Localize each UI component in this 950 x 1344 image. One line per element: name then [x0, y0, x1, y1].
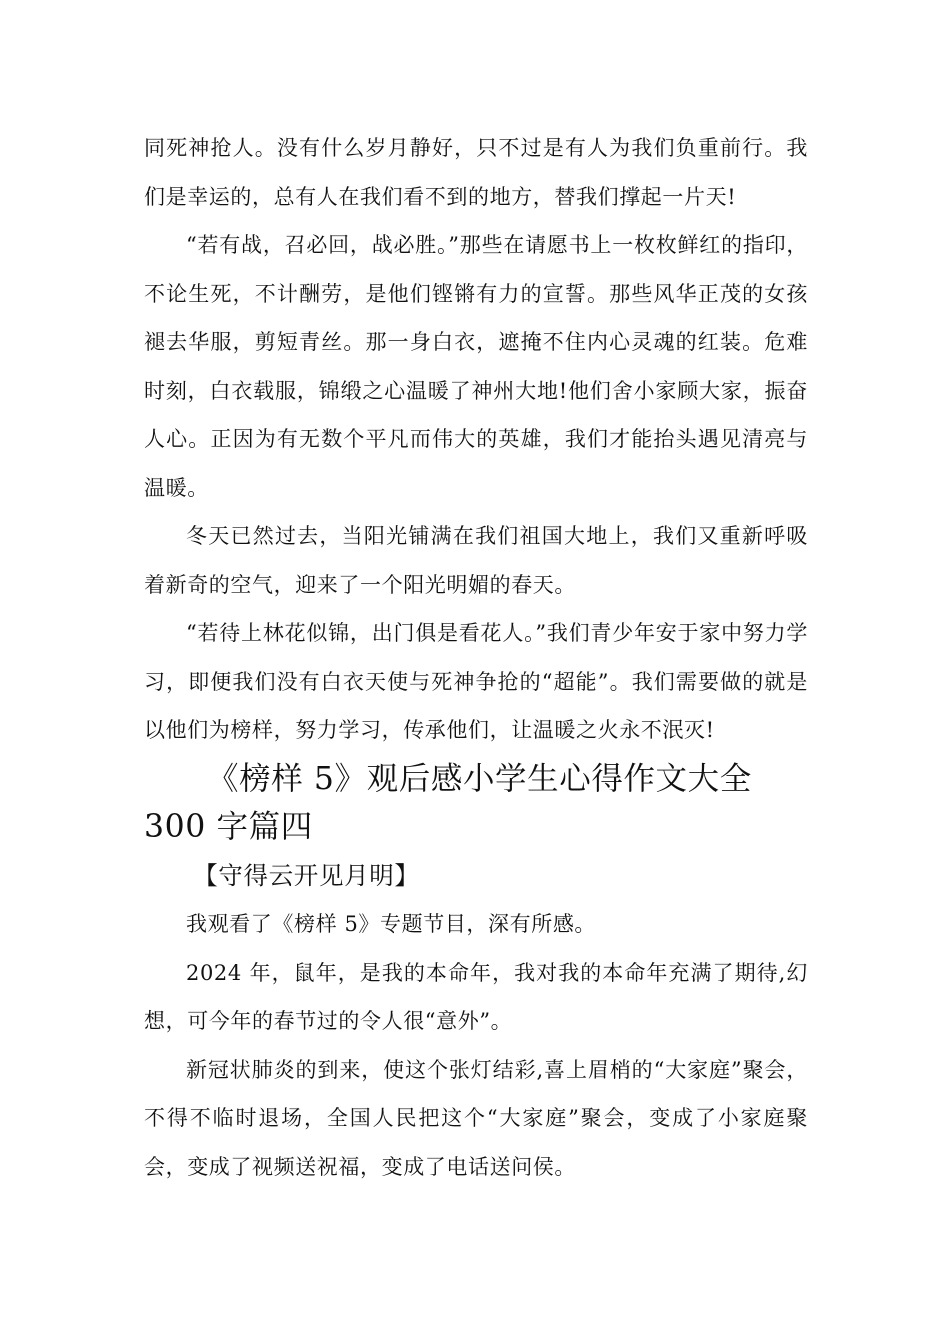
paragraph-3: 冬天已然过去，当阳光铺满在我们祖国大地上，我们又重新呼吸着新奇的空气，迎来了一个阳光明媚的春天。	[144, 524, 808, 597]
paragraph-4: “若待上林花似锦，出门俱是看花人。”我们青少年安于家中努力学习，即便我们没有白衣天使与死神争抢的“超能”。我们需要做的就是以他们为榜样，努力学习，传承他们，让温暖之火永不泯灭!	[144, 621, 808, 742]
essay-title: 【守得云开见月明】	[193, 860, 420, 890]
paragraph-7: 新冠状肺炎的到来，使这个张灯结彩,喜上眉梢的“大家庭”聚会，不得不临时退场，全国人民把这个“大家庭”聚会，变成了小家庭聚会，变成了视频送祝福，变成了电话送问侯。	[144, 1057, 809, 1179]
document-body	[144, 124, 808, 1191]
paragraph-1: 同死神抢人。没有什么岁月静好，只不过是有人为我们负重前行。我们是幸运的，总有人在我们看不到的地方，替我们撑起一片天!	[144, 136, 808, 209]
section-title: 《榜样 5》观后感小学生心得作文大全 300 字篇四	[144, 760, 752, 845]
paragraph-5: 我观看了《榜样 5》专题节目，深有所感。	[186, 912, 597, 936]
paragraph-6: 2024 年，鼠年，是我的本命年，我对我的本命年充满了期待,幻想，可今年的春节过的令人很“意外”。	[144, 960, 808, 1033]
paragraph-2: “若有战，召必回，战必胜。”那些在请愿书上一枚枚鲜红的指印，不论生死，不计酬劳，是他们铿锵有力的宣誓。那些风华正茂的女孩褪去华服，剪短青丝。那一身白衣，遮掩不住内心灵魂的红装。危难时刻，白衣载服，锦缎之心温暖了神州大地!他们舍小家顾大家，振奋人心。正因为有无数个平凡而伟大的英雄，我们才能抬头遇见清亮与温暖。	[144, 233, 808, 500]
